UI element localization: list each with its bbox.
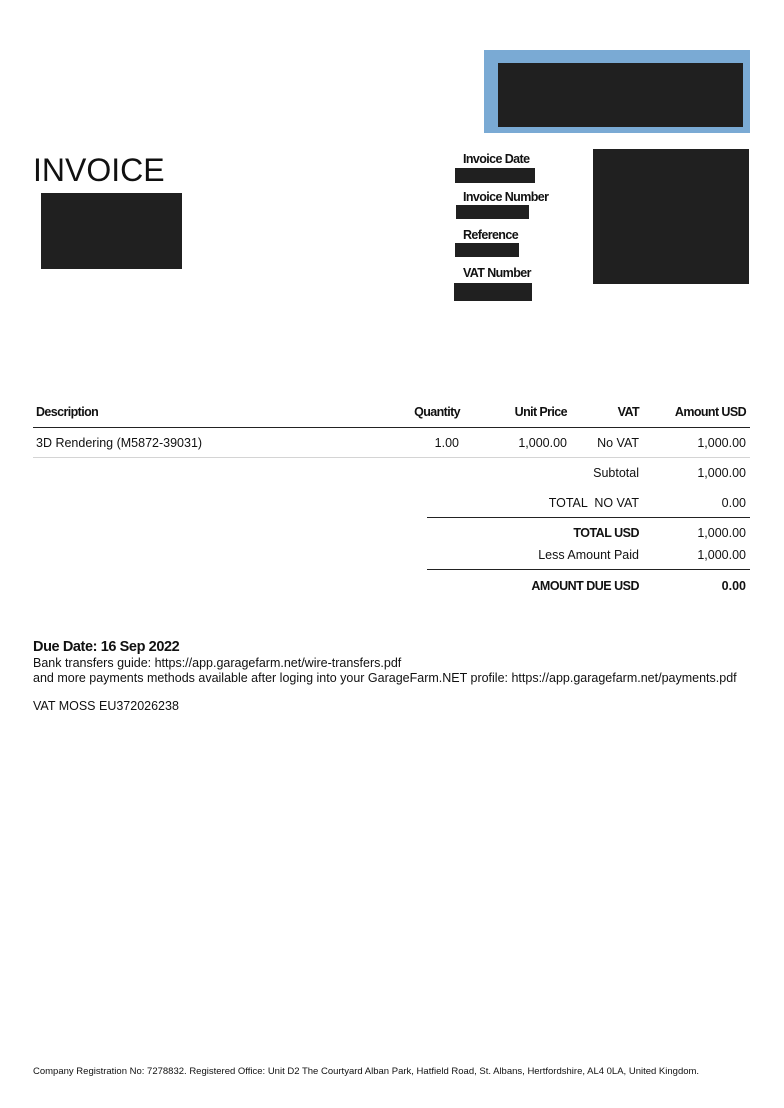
redacted-logo bbox=[498, 63, 743, 127]
column-header-quantity: Quantity bbox=[414, 405, 460, 419]
bank-transfers-guide: Bank transfers guide: https://app.garagefarm.net/wire-transfers.pdf bbox=[33, 656, 402, 670]
reference-label: Reference bbox=[463, 228, 519, 242]
item-unit-price: 1,000.00 bbox=[518, 436, 567, 450]
subtotal-label: Subtotal bbox=[593, 466, 639, 480]
logo-frame bbox=[484, 50, 750, 133]
less-amount-paid-value: 1,000.00 bbox=[697, 548, 746, 562]
total-usd-value: 1,000.00 bbox=[697, 526, 746, 540]
item-vat: No VAT bbox=[597, 436, 639, 450]
total-no-vat-label: TOTAL NO VAT bbox=[548, 496, 639, 510]
header-rule bbox=[33, 427, 750, 428]
item-quantity: 1.00 bbox=[434, 436, 459, 450]
redacted-sender-address bbox=[593, 149, 749, 284]
due-date: Due Date: 16 Sep 2022 bbox=[33, 639, 180, 655]
more-payment-methods: and more payments methods available after loging into your GarageFarm.NET profile: https://app.garagefarm.net/payments.pdf bbox=[33, 671, 737, 685]
vat-number-label: VAT Number bbox=[463, 266, 531, 280]
less-amount-paid-label: Less Amount Paid bbox=[538, 548, 639, 562]
amount-due-rule bbox=[427, 569, 750, 570]
total-rule bbox=[427, 517, 750, 518]
item-amount: 1,000.00 bbox=[697, 436, 746, 450]
total-no-vat-value: 0.00 bbox=[721, 496, 746, 510]
redacted-invoice-date bbox=[455, 168, 535, 183]
redacted-invoice-number bbox=[456, 205, 529, 219]
amount-due-label: AMOUNT DUE USD bbox=[531, 579, 639, 593]
column-header-description: Description bbox=[36, 405, 99, 419]
redacted-recipient-address bbox=[41, 193, 182, 269]
column-header-amount: Amount USD bbox=[674, 405, 746, 419]
row-rule bbox=[33, 457, 750, 458]
invoice-number-label: Invoice Number bbox=[463, 190, 549, 204]
amount-due-value: 0.00 bbox=[721, 579, 746, 593]
invoice-title: INVOICE bbox=[33, 152, 165, 188]
column-header-vat: VAT bbox=[617, 405, 639, 419]
redacted-reference bbox=[455, 243, 519, 257]
vat-moss-number: VAT MOSS EU372026238 bbox=[33, 699, 179, 713]
company-registration-footer: Company Registration No: 7278832. Registered Office: Unit D2 The Courtyard Alban Park, Hatfield Road, St. Albans, Hertfordshire, AL4 0LA, United Kingdom. bbox=[33, 1066, 700, 1077]
column-header-unit-price: Unit Price bbox=[514, 405, 567, 419]
redacted-vat-number bbox=[454, 283, 532, 301]
subtotal-value: 1,000.00 bbox=[697, 466, 746, 480]
total-usd-label: TOTAL USD bbox=[573, 526, 639, 540]
invoice-date-label: Invoice Date bbox=[463, 152, 530, 166]
item-description: 3D Rendering (M5872-39031) bbox=[36, 436, 203, 450]
